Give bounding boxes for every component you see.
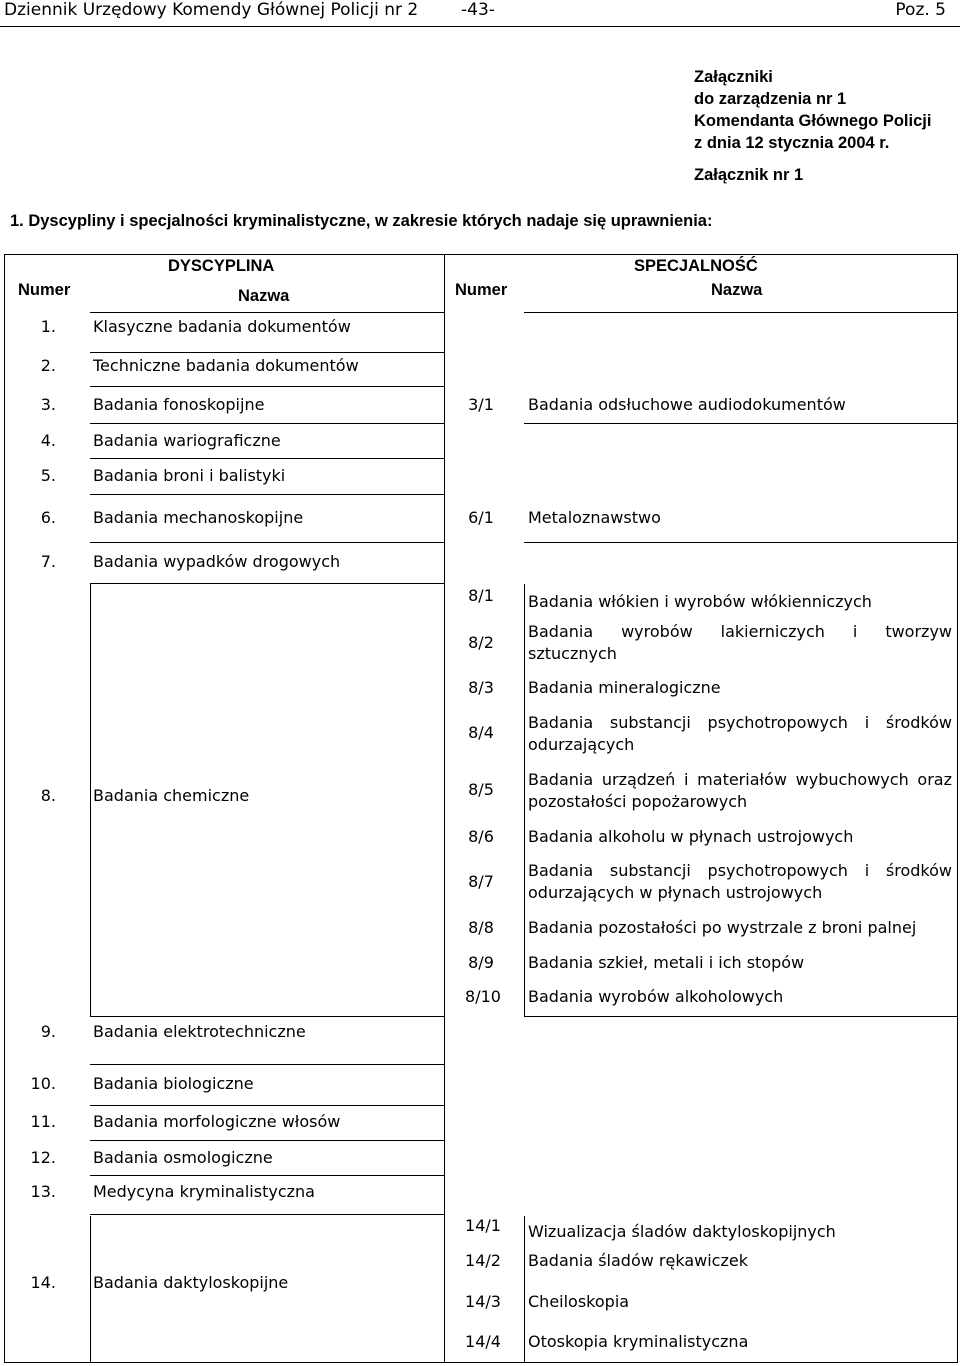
specialty-number: 8/7 xyxy=(468,872,494,891)
table-rule xyxy=(90,1216,91,1362)
specialty-number: 8/3 xyxy=(468,678,494,697)
specialty-name: Otoskopia kryminalistyczna xyxy=(528,1332,749,1351)
discipline-name: Badania mechanoskopijne xyxy=(93,508,304,527)
attachment-line-1: Załączniki xyxy=(694,68,773,86)
discipline-number: 6. xyxy=(40,508,56,527)
table-rule xyxy=(4,1362,958,1363)
page-header xyxy=(0,0,960,26)
discipline-name: Badania biologiczne xyxy=(93,1074,254,1093)
discipline-name: Badania elektrotechniczne xyxy=(93,1022,306,1041)
specialty-number: 8/10 xyxy=(465,987,501,1006)
discipline-number: 9. xyxy=(40,1022,56,1041)
specialty-name: Badania śladów rękawiczek xyxy=(528,1251,748,1270)
specialty-number: 14/4 xyxy=(465,1332,501,1351)
section-title: 1. Dyscypliny i specjalności kryminalistyczne, w zakresie których nadaje się uprawnienia: xyxy=(10,212,713,230)
specialty-name: Badania alkoholu w płynach ustrojowych xyxy=(528,827,854,846)
attachment-block xyxy=(694,66,931,154)
table-rule xyxy=(524,584,525,1016)
specialty-name: Badania wyrobów lakierniczych i tworzyw sztucznych xyxy=(528,622,952,663)
table-rule xyxy=(90,542,444,543)
specialty-heading: SPECJALNOŚĆ xyxy=(634,257,758,275)
discipline-name: Badania morfologiczne włosów xyxy=(93,1112,341,1131)
discipline-number: 8. xyxy=(40,786,56,805)
discipline-name: Badania wariograficzne xyxy=(93,431,281,450)
specialty-number: 8/4 xyxy=(468,723,494,742)
page-number: -43- xyxy=(461,0,495,20)
discipline-number: 7. xyxy=(40,552,56,571)
discipline-name: Badania wypadków drogowych xyxy=(93,552,341,571)
specialty-name: Metaloznawstwo xyxy=(528,508,661,527)
specialty-number: 8/9 xyxy=(468,953,494,972)
table-rule xyxy=(444,254,445,1362)
specialty-name: Badania wyrobów alkoholowych xyxy=(528,987,784,1006)
table-rule xyxy=(524,542,958,543)
attachment-line-3: Komendanta Głównego Policji xyxy=(694,112,932,130)
table-rule xyxy=(90,423,444,424)
attachment-number: Załącznik nr 1 xyxy=(694,166,804,184)
specialty-name: Badania urządzeń i materiałów wybuchowych oraz pozostałości popożarowych xyxy=(528,770,952,811)
table-rule xyxy=(90,494,444,495)
attachment-line-4: z dnia 12 stycznia 2004 r. xyxy=(694,134,890,152)
table-rule xyxy=(90,1105,444,1106)
discipline-number: 2. xyxy=(40,356,56,375)
discipline-name: Badania fonoskopijne xyxy=(93,395,265,414)
specialty-name: Badania substancji psychotropowych i środków odurzających w płynach ustrojowych xyxy=(528,861,952,902)
name-heading: Nazwa xyxy=(238,287,290,305)
table-rule xyxy=(524,312,958,313)
discipline-name: Badania chemiczne xyxy=(93,786,250,805)
specialty-name: Badania mineralogiczne xyxy=(528,678,721,697)
discipline-name: Medycyna kryminalistyczna xyxy=(93,1182,315,1201)
position-number: Poz. 5 xyxy=(895,0,946,20)
specialty-number: 3/1 xyxy=(468,395,494,414)
table-rule xyxy=(90,386,444,387)
discipline-name: Badania broni i balistyki xyxy=(93,466,286,485)
discipline-number: 4. xyxy=(40,431,56,450)
table-rule xyxy=(524,423,958,424)
discipline-number: 11. xyxy=(30,1112,56,1131)
table-rule xyxy=(524,1016,958,1017)
header-rule xyxy=(0,26,960,27)
discipline-name: Techniczne badania dokumentów xyxy=(93,356,359,375)
table-rule xyxy=(4,254,958,255)
discipline-number: 14. xyxy=(30,1273,56,1292)
discipline-name: Klasyczne badania dokumentów xyxy=(93,317,351,336)
specialty-number: 14/3 xyxy=(465,1292,501,1311)
number-heading: Numer xyxy=(18,281,71,299)
discipline-number: 13. xyxy=(30,1182,56,1201)
discipline-number: 12. xyxy=(30,1148,56,1167)
specialty-number: 8/2 xyxy=(468,633,494,652)
specialty-number: 8/5 xyxy=(468,780,494,799)
specialty-name: Badania odsłuchowe audiodokumentów xyxy=(528,395,846,414)
table-rule xyxy=(90,1214,444,1215)
table-rule xyxy=(90,458,444,459)
specialty-number: 8/6 xyxy=(468,827,494,846)
table-rule xyxy=(90,1175,444,1176)
specialty-number: 14/1 xyxy=(465,1216,501,1235)
specialty-name-heading: Nazwa xyxy=(711,281,763,299)
specialty-name: Badania szkieł, metali i ich stopów xyxy=(528,953,805,972)
specialty-name: Cheiloskopia xyxy=(528,1292,630,1311)
specialty-number: 8/8 xyxy=(468,918,494,937)
table-rule xyxy=(90,352,444,353)
discipline-number: 10. xyxy=(30,1074,56,1093)
specialty-number: 6/1 xyxy=(468,508,494,527)
specialty-name: Badania pozostałości po wystrzale z broni palnej xyxy=(528,918,917,937)
discipline-name: Badania daktyloskopijne xyxy=(93,1273,289,1292)
specialty-number: 14/2 xyxy=(465,1251,501,1270)
attachment-line-2: do zarządzenia nr 1 xyxy=(694,90,847,108)
table-rule xyxy=(90,583,444,584)
table-rule xyxy=(90,1064,444,1065)
table-rule xyxy=(957,254,958,1362)
journal-title: Dziennik Urzędowy Komendy Głównej Policji nr 2 xyxy=(4,0,419,20)
specialty-number-heading: Numer xyxy=(455,281,508,299)
discipline-number: 3. xyxy=(40,395,56,414)
specialty-name: Badania włókien i wyrobów włókienniczych xyxy=(528,592,872,611)
discipline-name: Badania osmologiczne xyxy=(93,1148,273,1167)
specialty-number: 8/1 xyxy=(468,586,494,605)
table-rule xyxy=(90,1016,444,1017)
discipline-heading: DYSCYPLINA xyxy=(168,257,275,275)
discipline-number: 1. xyxy=(40,317,56,336)
table-rule xyxy=(90,312,444,313)
table-rule xyxy=(524,1216,525,1362)
discipline-number: 5. xyxy=(40,466,56,485)
specialty-name: Badania substancji psychotropowych i środków odurzających xyxy=(528,713,952,754)
specialty-name: Wizualizacja śladów daktyloskopijnych xyxy=(528,1222,836,1241)
table-rule xyxy=(90,584,91,1016)
table-rule xyxy=(90,1140,444,1141)
